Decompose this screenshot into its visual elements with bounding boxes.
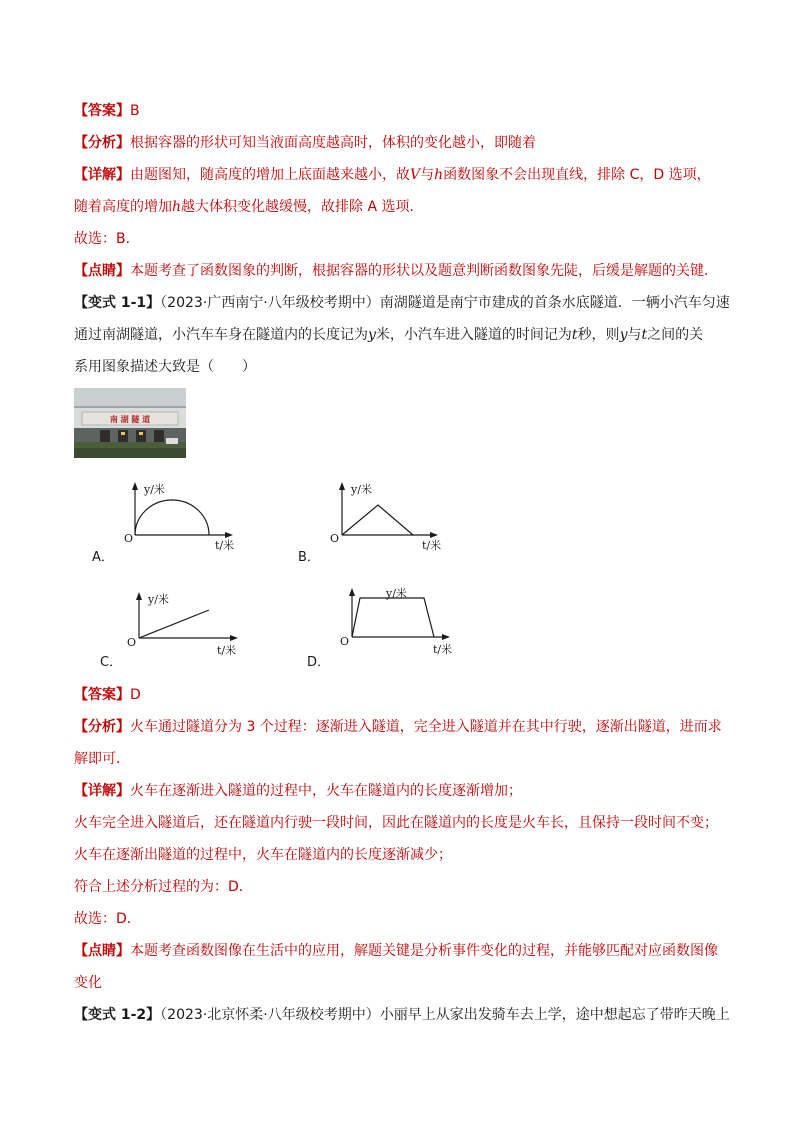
variant-source: （2023·广西南宁·八年级校考期中） [160, 295, 380, 311]
detail-text: 火车在逐渐进入隧道的过程中，火车在隧道内的长度逐渐增加； [130, 783, 522, 799]
variant-text: 与 [627, 327, 642, 343]
tunnel-photo-image [74, 388, 186, 458]
analysis-tag: 【分析】 [74, 719, 130, 735]
x-axis-label: t/米 [422, 539, 442, 552]
detail-text: 函数图象不会出现直线，排除 C，D 选项， [443, 167, 711, 183]
analysis-text: 根据容器的形状可知当液面高度越高时，体积的变化越小，即随着 [130, 135, 536, 151]
semicircle-curve [135, 500, 209, 535]
graph-b [318, 478, 458, 558]
analysis-2-line-2: 解即可． [74, 751, 130, 767]
variant-tag: 【变式 1-1】 [74, 295, 161, 311]
var-t: t [571, 327, 578, 343]
trapezoid-line [352, 598, 434, 637]
var-y: y [368, 327, 376, 343]
y-axis-label: y/米 [386, 587, 407, 600]
graph-c [117, 588, 257, 668]
variant-source: （2023·北京怀柔·八年级校考期中） [160, 1007, 380, 1023]
detail-tag: 【详解】 [74, 783, 130, 799]
origin-label: O [127, 636, 137, 649]
var-h: h [172, 199, 182, 215]
detail-2-line-4: 符合上述分析过程的为：D． [74, 879, 253, 895]
y-axis-label: y/米 [351, 483, 372, 496]
comment-1 [74, 261, 718, 281]
option-b-label: B． [298, 550, 320, 565]
origin-label: O [124, 532, 134, 545]
variant-text: 小丽早上从家出发骑车去上学，途中想起忘了带昨天晚上 [379, 1007, 730, 1023]
graph-d [328, 584, 468, 664]
option-d-label: D． [307, 655, 331, 670]
var-h: h [434, 167, 444, 183]
variant-text: 秒，则 [577, 327, 620, 343]
option-c-label: C． [100, 655, 123, 670]
variant-tag: 【变式 1-2】 [74, 1007, 161, 1023]
detail-2-line-2: 火车完全进入隧道后，还在隧道内行驶一段时间，因此在隧道内的长度是火车长，且保持一段时间不变； [74, 815, 718, 831]
answer-tag: 【答案】 [74, 687, 130, 703]
comment-2-line-2: 变化 [74, 975, 102, 991]
straight-line [139, 610, 209, 638]
answer-value: D [130, 687, 141, 703]
comment-2-line-1 [74, 941, 718, 961]
detail-text: 越大体积变化越缓慢，故排除 A 选项． [181, 199, 424, 215]
analysis-text: 火车通过隧道分为 3 个过程：逐渐进入隧道，完全进入隧道并在其中行驶，逐渐出隧道，进而求 [130, 719, 722, 735]
variant-1-2-line-1 [74, 1005, 730, 1025]
variant-text: 之间的关 [647, 327, 704, 343]
choose-1: 故选：B． [74, 231, 140, 247]
tunnel-sign-text: 南 湖 隧 道 [109, 414, 151, 424]
comment-tag: 【点睛】 [74, 263, 130, 279]
analysis-tag: 【分析】 [74, 135, 130, 151]
var-v: V [410, 167, 421, 183]
tunnel-photo [74, 388, 186, 458]
origin-label: O [340, 635, 350, 648]
detail-2-line-3: 火车在逐渐出隧道的过程中，火车在隧道内的长度逐渐减少； [74, 847, 452, 863]
detail-tag: 【详解】 [74, 167, 130, 183]
detail-2-line-1 [74, 781, 522, 801]
detail-text: 由题图知，随高度的增加上底面越来越小，故 [130, 167, 410, 183]
var-y: y [619, 327, 628, 343]
triangle-line [342, 505, 413, 535]
graph-a [115, 478, 255, 558]
variant-text: 米，小汽车进入隧道的时间记为 [375, 327, 572, 343]
variant-1-1-line-1 [74, 293, 730, 313]
variant-1-1-line-2 [74, 325, 703, 345]
var-t: t [641, 327, 648, 343]
x-axis-label: t/米 [217, 644, 237, 657]
analysis-1 [74, 133, 536, 153]
detail-text: 随着高度的增加 [74, 199, 172, 215]
answer-tag: 【答案】 [74, 103, 130, 119]
answer-value: B [130, 103, 140, 119]
y-axis-label: y/米 [148, 593, 169, 606]
choose-2: 故选：D． [74, 911, 141, 927]
variant-text: 南湖隧道是南宁市建成的首条水底隧道．一辆小汽车匀速 [379, 295, 730, 311]
comment-text: 本题考查了函数图象的判断，根据容器的形状以及题意判断函数图象先陡，后缓是解题的关键． [130, 263, 718, 279]
comment-text: 本题考查函数图像在生活中的应用，解题关键是分析事件变化的过程，并能够匹配对应函数图像 [130, 943, 718, 959]
detail-1-line-1 [74, 165, 711, 185]
option-a-label: A． [92, 550, 114, 565]
variant-text: 通过南湖隧道，小汽车车身在隧道内的长度记为 [74, 327, 368, 343]
answer-1 [74, 101, 140, 121]
origin-label: O [330, 532, 340, 545]
answer-2 [74, 685, 141, 705]
detail-1-line-2 [74, 197, 424, 217]
detail-text: 与 [420, 167, 435, 183]
x-axis-label: t/米 [433, 643, 453, 656]
y-axis-label: y/米 [144, 483, 165, 496]
analysis-2-line-1 [74, 717, 722, 737]
variant-1-1-line-3: 系用图象描述大致是（ ） [74, 359, 256, 375]
x-axis-label: t/米 [215, 539, 235, 552]
comment-tag: 【点睛】 [74, 943, 130, 959]
